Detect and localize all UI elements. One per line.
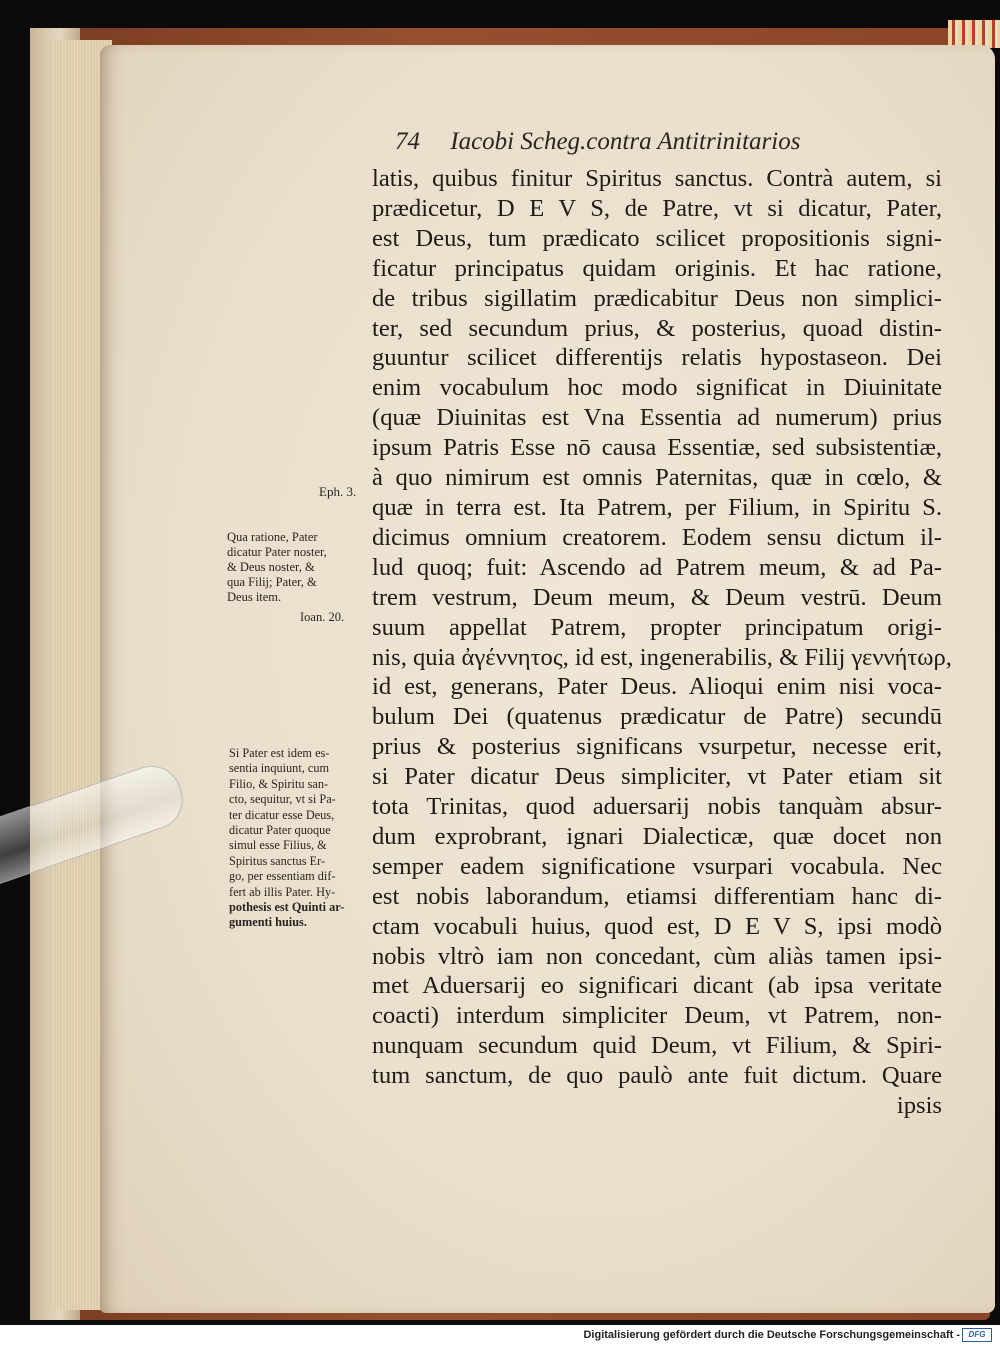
margin-note-line: & Deus noster, & [227,560,315,574]
text-line: nunquam secundum quid Deum, vt Filium, & Spiri- [372,1032,942,1060]
text-line: ctam vocabuli huius, quod est, D E V S, ipsi modò [372,912,942,940]
running-header [395,128,800,164]
text-line: prius & posterius significans vsurpetur, necesse erit, [372,733,942,761]
text-line: met Aduersarij eo significari dicant (ab ipsa veritate [372,972,942,1000]
text-line: si Pater dicatur Deus simpliciter, vt Pater etiam sit [372,763,942,791]
margin-note-line: qua Filij; Pater, & [227,575,317,589]
text-line: tota Trinitas, quod aduersarij nobis tanquàm absur- [372,793,942,821]
margin-note-line: dicatur Pater noster, [227,545,327,559]
margin-reference-ioan: Ioan. 20. [300,610,345,624]
margin-note-line: gumenti huius. [229,915,307,930]
margin-note-line: simul esse Filius, & [229,838,327,853]
margin-note-line: Filio, & Spiritu san- [229,776,329,791]
running-title: Iacobi Scheg.contra Antitrinitarios [450,128,801,155]
ribbon-bookmark [948,20,1000,48]
text-line: nis, quia ἀγέννητος, id est, ingenerabilis, & Filij γεννήτωρ, [372,643,952,671]
text-line: ipsum Patris Esse nō causa Essentiæ, sed subsistentiæ, [372,434,942,462]
text-line: nobis vltrò iam non concedant, cùm aliàs tamen ipsi- [372,942,942,970]
text-line: tum sanctum, de quo paulò ante fuit dictum. Quare [372,1062,942,1090]
text-line: id est, generans, Pater Deus. Alioqui enim nisi voca- [372,673,942,701]
margin-note-line: dicatur Pater quoque [229,823,331,838]
margin-note-line: Qua ratione, Pater [227,530,318,544]
main-text-column [372,164,952,1121]
text-line: bulum Dei (quatenus prædicatur de Patre) secundū [372,703,942,731]
margin-note-line: pothesis est Quinti ar- [229,900,345,915]
margin-note-line: sentia inquiunt, cum [229,761,330,776]
text-line: à quo nimirum est omnis Paternitas, quæ in cœlo, & [372,464,942,492]
margin-note-line: go, per essentiam dif- [229,869,336,884]
text-line: ipsis [896,1092,942,1120]
margin-note-line: ter dicatur esse Deus, [229,807,335,822]
margin-note-line: Si Pater est idem es- [229,746,330,760]
page-number: 74 [395,128,420,155]
text-line: suum appellat Patrem, propter principatum origi- [372,613,942,641]
margin-note-line: Spiritus sanctus Er- [229,853,326,868]
margin-note-paternity [227,530,327,605]
text-line: quæ in terra est. Ita Patrem, per Filium, in Spiritu S. [372,493,942,521]
margin-note-line: cto, sequitur, vt si Pa- [229,792,336,807]
text-line: enim vocabulum hoc modo significat in Diuinitate [372,374,942,402]
margin-note-line: Deus item. [227,590,282,604]
text-line: guuntur scilicet differentijs relatis hypostaseon. Dei [372,344,942,372]
text-line: lud quoq; fuit: Ascendo ad Patrem meum, & ad Pa- [372,553,942,581]
margin-note-hypothesis [229,746,344,931]
text-line: prædicetur, D E V S, de Patre, vt si dicatur, Pater, [372,194,942,222]
text-line: (quæ Diuinitas est Vna Essentia ad numerum) prius [372,404,942,432]
text-line: dum exprobrant, ignari Dialecticæ, quæ docet non [372,822,942,850]
dfg-logo: DFG [962,1328,992,1342]
margin-note-line: fert ab illis Pater. Hy- [229,884,336,899]
text-line: ficatur principatus quidam originis. Et hac ratione, [372,254,942,282]
text-line: coacti) interdum simpliciter Deum, vt Patrem, non- [372,1002,942,1030]
text-line: latis, quibus finitur Spiritus sanctus. Contrà autem, si [372,165,942,192]
text-line: dicimus omnium creatorem. Eodem sensu dictum il- [372,523,942,551]
text-line: ter, sed secundum prius, & posterius, quoad distin- [372,314,942,342]
text-line: semper eadem significatione vsurpari vocabula. Nec [372,852,942,880]
text-line: est Deus, tum prædicato scilicet propositionis signi- [372,224,942,252]
text-line: de tribus sigillatim prædicabitur Deus non simplici- [372,284,942,312]
margin-reference-eph: Eph. 3. [319,484,357,499]
text-line: est nobis laborandum, etiamsi differentiam hanc di- [372,882,942,910]
digitization-credit: Digitalisierung gefördert durch die Deutsche Forschungsgemeinschaft - [583,1329,960,1341]
text-line: trem vestrum, Deum meum, & Deum vestrū. Deum [372,583,942,611]
